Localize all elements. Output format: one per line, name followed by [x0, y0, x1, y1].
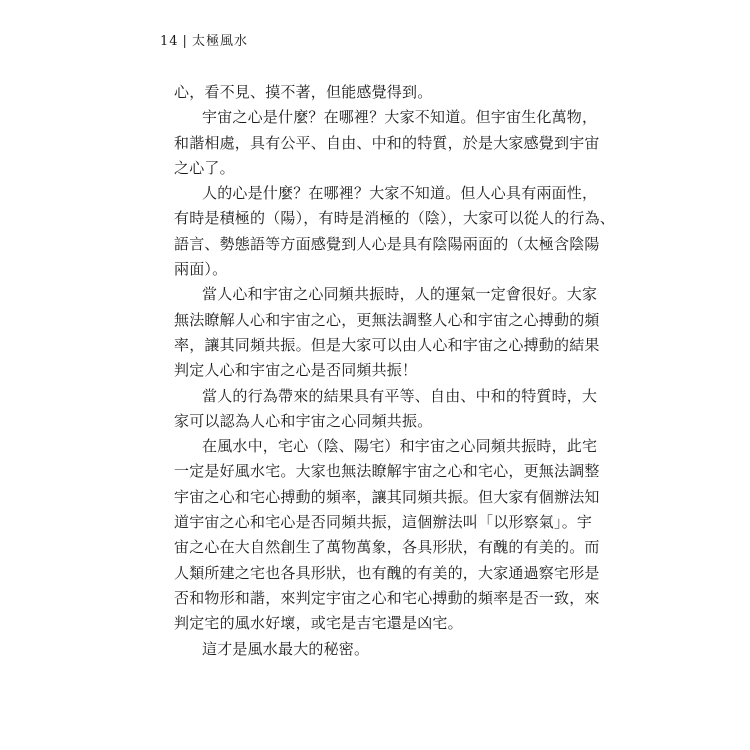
text-line: 道宇宙之心和宅心是否同頻共振，這個辦法叫「以形察氣」。宇: [174, 513, 593, 532]
text-line: 否和物形和諧，來判定宇宙之心和宅心搏動的頻率是否一致，來: [174, 588, 600, 607]
paragraph: [174, 384, 598, 435]
text-line: 當人的行為帶來的結果具有平等、自由、中和的特質時，大: [202, 386, 598, 405]
text-line: 無法瞭解人心和宇宙之心，更無法調整人心和宇宙之心搏動的頻: [174, 310, 600, 329]
text-line: 當人心和宇宙之心同頻共振時，人的運氣一定會很好。大家: [202, 285, 598, 304]
text-line: 心，看不見、摸不著，但能感覺得到。: [174, 83, 433, 101]
text-line: 人的心是什麼？在哪裡？大家不知道。但人心具有兩面性，: [202, 184, 598, 203]
text-line: 和諧相處，具有公平、自由、中和的特質，於是大家感覺到宇宙: [174, 133, 600, 152]
text-line: 判定人心和宇宙之心是否同頻共振！: [174, 361, 418, 380]
page-number: 14: [160, 34, 179, 49]
body-text: [174, 80, 616, 662]
paragraph: [174, 181, 616, 282]
text-line: 宙之心在大自然創生了萬物萬象，各具形狀，有醜的有美的。而: [174, 538, 600, 557]
text-line: 宇宙之心是什麼？在哪裡？大家不知道。但宇宙生化萬物，: [202, 108, 598, 127]
text-line: 一定是好風水宅。大家也無法瞭解宇宙之心和宅心，更無法調整: [174, 462, 600, 481]
text-line: 這才是風水最大的秘密。: [202, 639, 370, 658]
running-head: [160, 33, 248, 51]
text-line: 率，讓其同頻共振。但是大家可以由人心和宇宙之心搏動的結果: [174, 335, 600, 354]
header-separator: |: [182, 34, 188, 49]
text-line: 家可以認為人心和宇宙之心同頻共振。: [174, 411, 433, 430]
text-line: 語言、勢態語等方面感覺到人心是具有陰陽兩面的（太極含陰陽: [174, 234, 600, 253]
paragraph: [174, 105, 600, 181]
text-line: 人類所建之宅也各具形狀，也有醜的有美的，大家通過察宅形是: [174, 563, 600, 582]
text-line: 兩面）。: [174, 260, 228, 279]
text-line: 之心了。: [174, 158, 235, 177]
text-line: 在風水中，宅心（陰、陽宅）和宇宙之心同頻共振時，此宅: [202, 437, 598, 456]
text-line: 判定宅的風水好壞，或宅是吉宅還是凶宅。: [174, 614, 463, 633]
paragraph: [174, 434, 600, 636]
text-line: 有時是積極的（陽），有時是消極的（陰），大家可以從人的行為、: [174, 209, 616, 228]
text-line: 宇宙之心和宅心搏動的頻率，讓其同頻共振。但大家有個辦法知: [174, 487, 600, 506]
paragraph: [174, 80, 574, 105]
book-title: 太極風水: [191, 34, 248, 49]
paragraph: [174, 282, 600, 383]
paragraph: [174, 637, 574, 662]
